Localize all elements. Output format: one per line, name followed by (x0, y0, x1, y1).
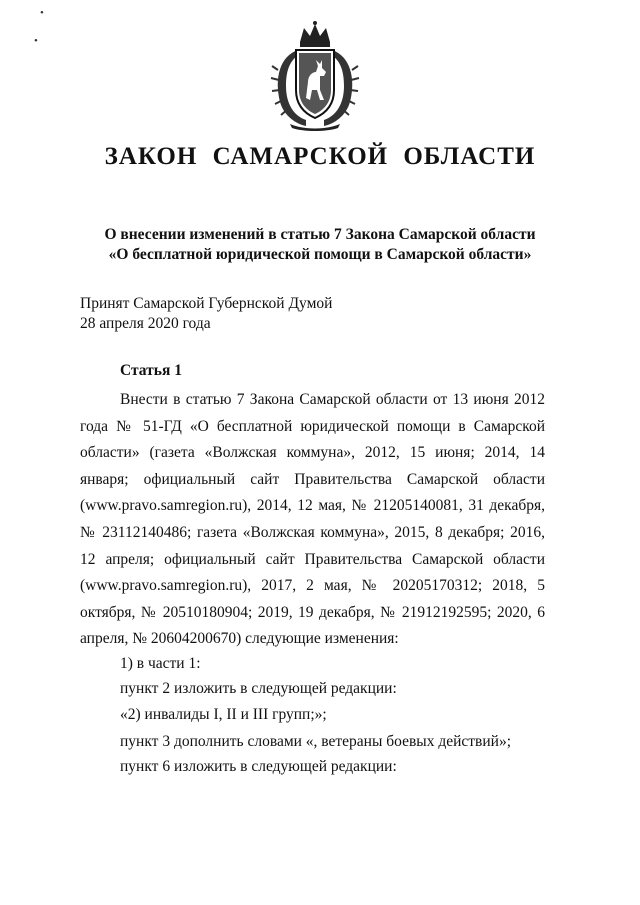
amendment-item: пункт 6 изложить в следующей редакции: (120, 758, 397, 775)
amendment-item: пункт 2 изложить в следующей редакции: (120, 680, 397, 697)
amendment-item: «2) инвалиды I, II и III групп;»; (120, 706, 327, 723)
scan-mark: • (40, 7, 44, 19)
subtitle-line: «О бесплатной юридической помощи в Самарской области» (108, 246, 532, 263)
law-subtitle (60, 225, 580, 265)
law-title: ЗАКОН САМАРСКОЙ ОБЛАСТИ (104, 143, 536, 170)
article-paragraph: Внести в статью 7 Закона Самарской области от 13 июня 2012 года № 51-ГД «О бесплатной юридической помощи в Самарской области» (газета «Волжская коммуна», 2012, 15 июня; 2014, 14 января; официальный сайт Правительства Самарской области (www.pravo.samregion.ru), 2014, 12 мая, № 21205140081, 31 декабря, № 23112140486; газета «Волжская коммуна», 2015, 8 декабря; 2016, 12 апреля; официальный сайт Правительства Самарской области (www.pravo.samregion.ru), 2017, 2 мая, № 20205170312; 2018, 5 октября, № 20510180904; 2019, 19 декабря, № 21912192595; 2020, 6 апреля, № 20604200670) следующие изменения: (80, 391, 545, 648)
coat-of-arms-icon (270, 20, 360, 132)
scan-mark: • (34, 35, 38, 47)
adopted-by: Принят Самарской Губернской Думой (80, 295, 333, 312)
subtitle-line: О внесении изменений в статью 7 Закона Самарской области (104, 226, 536, 243)
amendment-item: 1) в части 1: (120, 655, 201, 672)
article-heading: Статья 1 (120, 362, 182, 379)
adoption-date: 28 апреля 2020 года (80, 315, 211, 332)
adoption-info (80, 294, 480, 334)
amendment-item: пункт 3 дополнить словами «, ветераны боевых действий»; (120, 733, 512, 750)
